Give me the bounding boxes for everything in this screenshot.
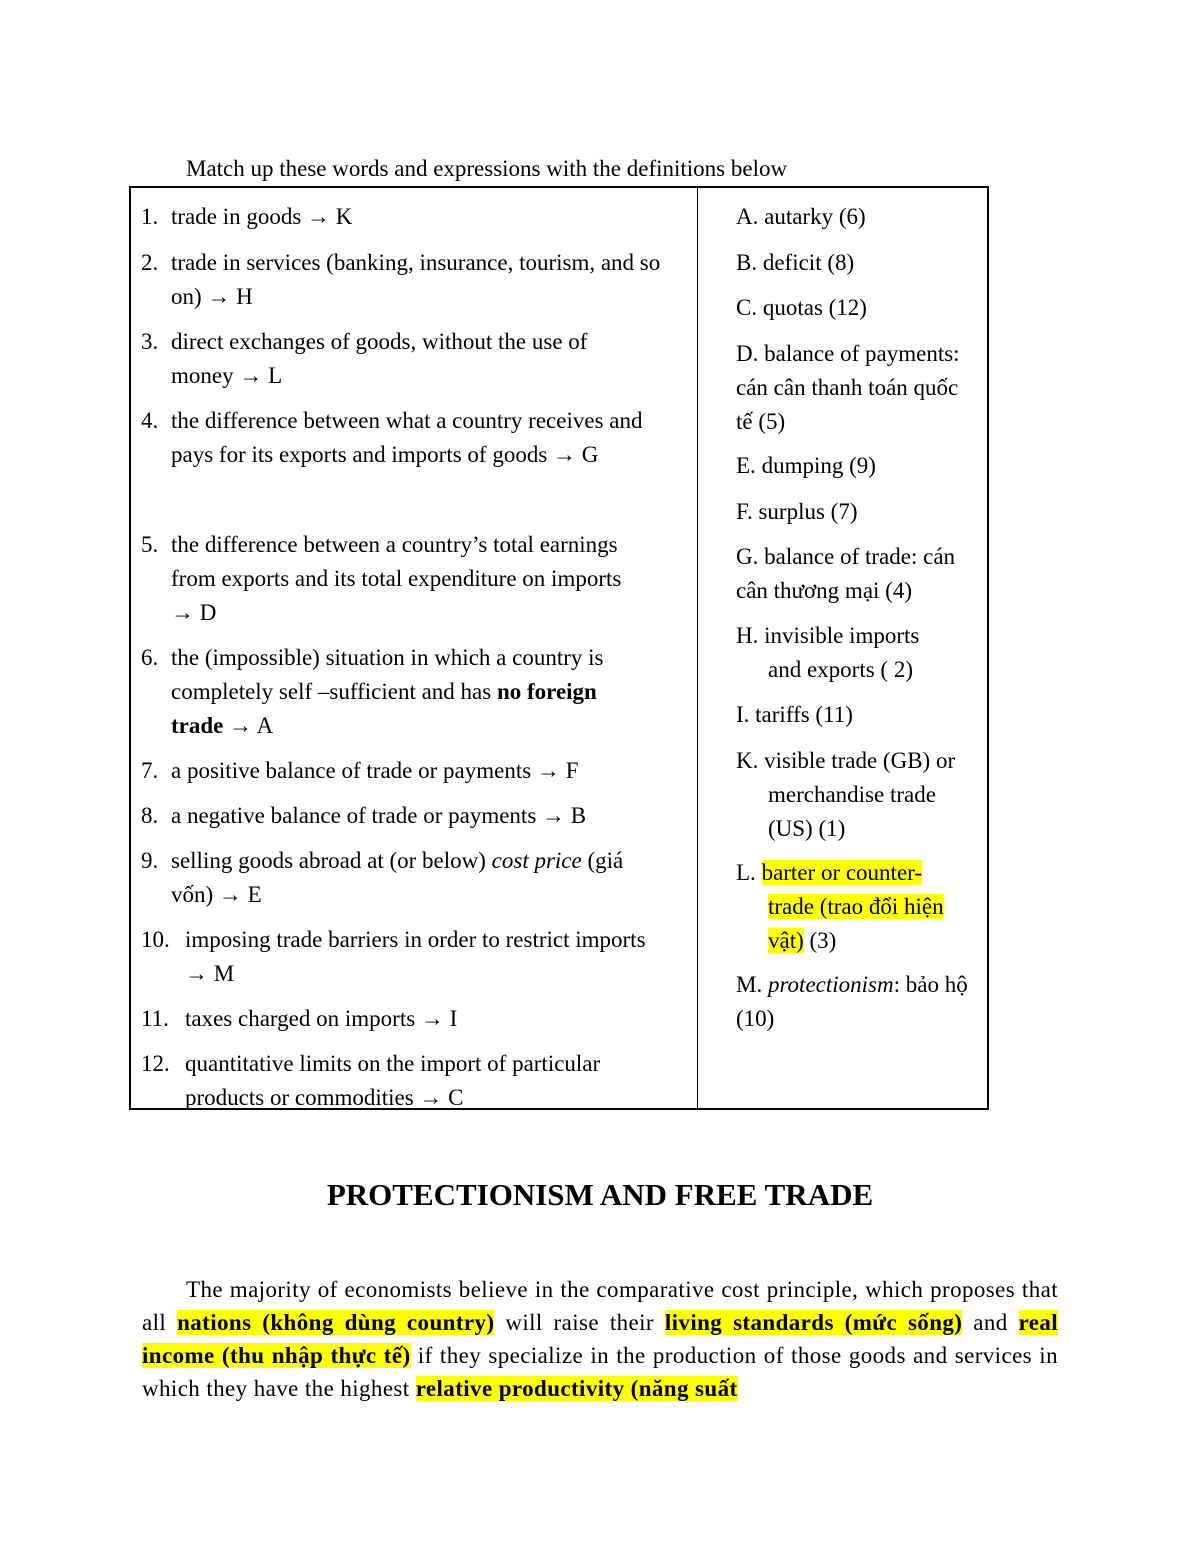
text-run: quantitative limits on the import of particular products or commodities → C [185,1051,601,1110]
highlighted-text: real income (thu nhập thực tế) [142,1310,1059,1368]
text-run: if they specialize in the production of those goods and services in which they have the highest [142,1343,1059,1401]
definition-item [736,495,976,529]
term-text [141,923,651,991]
text-run: balance of payments: cán cân thanh toán quốc tế (5) [736,341,960,434]
column-divider [697,188,698,1108]
item-number: 3. [141,329,159,354]
term-text [141,528,641,630]
item-letter: K. [736,748,759,773]
highlighted-text: living standards (mức sống) [664,1310,963,1335]
text-run: tariffs (11) [755,702,853,727]
text-run: The majority of economists believe in the comparative cost principle, which proposes that all [142,1277,1058,1335]
definition-item [736,246,976,280]
definition-text [736,540,981,608]
text-run: → A [223,713,274,738]
item-number: 7. [141,758,159,783]
term-item [141,528,641,630]
highlighted-text: barter or counter-trade (trao đổi hiện vật) [761,860,944,953]
text-run: will raise their [494,1310,665,1335]
matching-table [129,186,989,1110]
term-item [141,754,661,788]
item-number: 6. [141,645,159,670]
definition-text [736,968,971,1036]
item-number: 12. [141,1051,170,1076]
text-run: surplus (7) [758,499,858,524]
term-item [141,325,619,393]
definition-text [736,495,976,529]
text-run: deficit (8) [762,250,855,275]
term-item [141,923,651,991]
term-item [141,1002,651,1036]
definition-text [736,337,971,439]
definition-item [736,744,966,846]
definition-text [736,246,976,280]
highlighted-text: relative productivity (năng suất [415,1376,738,1401]
term-item [141,404,671,472]
item-letter: H. [736,623,759,648]
body-paragraph [142,1273,1058,1405]
text-run: a positive balance of trade or payments → F [171,758,579,783]
term-text [141,754,661,788]
item-number: 2. [141,250,159,275]
item-letter: L. [736,860,756,885]
term-text [141,1002,651,1036]
definition-item [736,337,971,439]
item-letter: A. [736,204,759,229]
definition-item [736,968,971,1036]
italic-text: protectionism [767,972,894,997]
definition-text [736,744,966,846]
section-title: PROTECTIONISM AND FREE TRADE [326,1177,874,1212]
term-text [141,325,619,393]
text-run: balance of trade: cán cân thương mại (4) [736,544,956,603]
term-item [141,844,651,912]
item-letter: C. [736,295,758,320]
text-run: direct exchanges of goods, without the use of money → L [171,329,588,388]
definition-item [736,449,976,483]
item-number: 5. [141,532,159,557]
item-letter: D. [736,341,759,366]
term-item [141,200,661,234]
term-text [141,200,661,234]
text-run: (3) [803,928,837,953]
text-run: : bảo hộ (10) [736,972,968,1031]
term-item [141,1047,641,1115]
item-letter: E. [736,453,756,478]
item-letter: F. [736,499,753,524]
text-run: visible trade (GB) or merchandise trade (US) (1) [764,748,956,841]
bold-text: no foreign trade [171,679,597,738]
definition-text [736,200,976,234]
item-number: 11. [141,1006,169,1031]
definition-text [736,619,956,687]
text-run: quotas (12) [762,295,867,320]
text-run: the (impossible) situation in which a country is completely self –sufficient and has [171,645,604,704]
definition-item [736,856,966,958]
term-text [141,246,671,314]
item-number: 10. [141,927,170,952]
text-run: invisible imports and exports ( 2) [764,623,920,682]
term-text [141,1047,641,1115]
text-run: autarky (6) [764,204,866,229]
definition-item [736,540,981,608]
definition-text [736,291,976,325]
item-letter: I. [736,702,750,727]
highlighted-text: nations (không dùng country) [177,1310,495,1335]
item-number: 9. [141,848,159,873]
term-text [141,799,661,833]
item-number: 4. [141,408,159,433]
term-text [141,641,619,743]
text-run: trade in goods → K [171,204,353,229]
text-run: the difference between what a country receives and pays for its exports and imports of goods → G [171,408,643,467]
text-run: imposing trade barriers in order to restrict imports → M [185,927,646,986]
definition-text [736,449,976,483]
definition-item [736,698,976,732]
definition-text [736,856,966,958]
term-text [141,404,671,472]
term-item [141,641,619,743]
definition-item [736,200,976,234]
text-run: a negative balance of trade or payments → B [171,803,587,828]
text-run: dumping (9) [761,453,876,478]
term-text [141,844,651,912]
text-run: the difference between a country’s total earnings from exports and its total expenditure on imports → D [171,532,622,625]
term-item [141,799,661,833]
item-number: 8. [141,803,159,828]
text-run: selling goods abroad at (or below) [171,848,492,873]
definition-text [736,698,976,732]
item-letter: G. [736,544,759,569]
text-run: taxes charged on imports → I [185,1006,458,1031]
item-letter: B. [736,250,758,275]
italic-text: cost price [491,848,582,873]
definition-item [736,291,976,325]
item-letter: M. [736,972,763,997]
text-run: trade in services (banking, insurance, tourism, and so on) → H [171,250,661,309]
text-run: (giá vốn) → E [171,848,624,907]
item-number: 1. [141,204,159,229]
definition-item [736,619,956,687]
instructions-text: Match up these words and expressions with the definitions below [186,156,788,181]
text-run: and [962,1310,1019,1335]
term-item [141,246,671,314]
